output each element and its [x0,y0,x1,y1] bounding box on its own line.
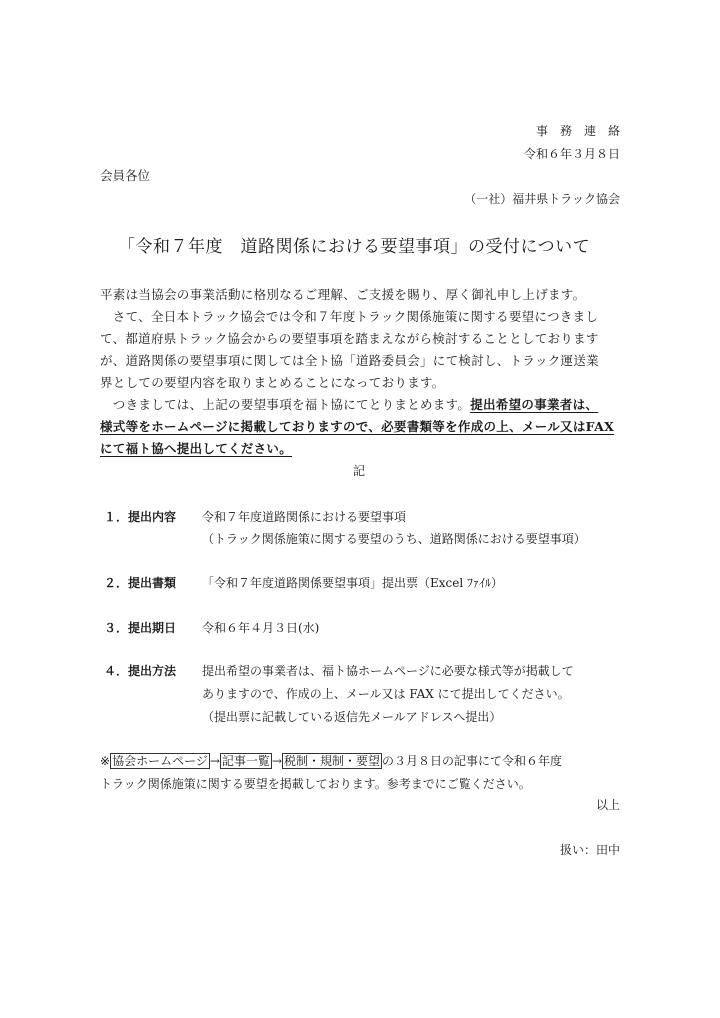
body-line [100,416,614,438]
item-label-deadline: ３．提出期日 [104,621,177,635]
body-line-plain: つきましては、上記の要望事項を福ト協にてとりまとめます。 [100,397,471,412]
item-value: 提出希望の事業者は、福ト協ホームページに必要な様式等が掲載して [202,664,574,678]
page-title: 「令和７年度 道路関係における要望事項」の受付について [118,237,591,257]
arrow-icon: → [271,754,282,768]
item-label-documents: ２．提出書類 [104,576,177,590]
body-line: て、都道府県トラック協会からの要望事項を踏まえながら検討することとしております [100,331,599,346]
ki-heading: 記 [353,464,366,478]
note-tail: の３月８日の記事にて令和６年度 [381,754,562,768]
note-mark: ※ [100,754,111,768]
link-tax-regulation[interactable]: 税制・規制・要望 [283,754,380,768]
contact-person: 扱い：田中 [559,843,620,857]
item-label-content: １．提出内容 [104,510,177,524]
body-line: 界としての要望内容を取りまとめることになっております。 [100,375,445,390]
closing: 以上 [595,798,620,812]
item-label-method: ４．提出方法 [104,664,177,678]
item-value: （提出票に記載している返信先メールアドレスへ提出） [202,710,502,724]
note-line-2: トラック関係施策に関する要望を掲載しております。参考までにご覧ください。 [100,777,531,791]
body-line: さて、全日本トラック協会では令和７年度トラック関係施策に関する要望につきまし [100,309,599,324]
body-text [100,284,614,460]
sender: （一社）福井県トラック協会 [464,192,620,206]
item-value: ありますので、作成の上、メール又は FAX にて提出してください。 [202,687,570,701]
link-article-list[interactable]: 記事一覧 [221,754,270,768]
body-line [100,438,614,460]
arrow-icon: → [209,754,220,768]
underlined-request: 様式等をホームページに掲載しておりますので、必要書類等を作成の上、メール又はFAX [100,419,615,434]
recipient: 会員各位 [100,168,151,183]
body-line [100,394,614,416]
item-value: 「令和７年度道路関係要望事項」提出票（Excel ﾌｧｲﾙ） [202,576,504,590]
item-value: 令和６年４月３日(水) [202,621,320,635]
body-line: が、道路関係の要望事項に関しては全ト協「道路委員会」にて検討し、トラック運送業 [100,353,599,368]
doc-type: 事 務 連 絡 [535,124,620,138]
note-line [100,752,562,769]
underlined-request: 提出希望の事業者は、 [470,397,599,412]
underlined-request: にて福ト協へ提出してください。 [100,441,293,456]
body-line: 平素は当協会の事業活動に格別なるご理解、ご支援を賜り、厚く御礼申し上げます。 [100,287,586,302]
item-value: 令和７年度道路関係における要望事項 [202,510,407,524]
item-value: （トラック関係施策に関する要望のうち、道路関係における要望事項） [202,532,586,546]
issue-date: 令和６年３月８日 [523,147,620,161]
link-association-homepage[interactable]: 協会ホームページ [112,754,208,768]
